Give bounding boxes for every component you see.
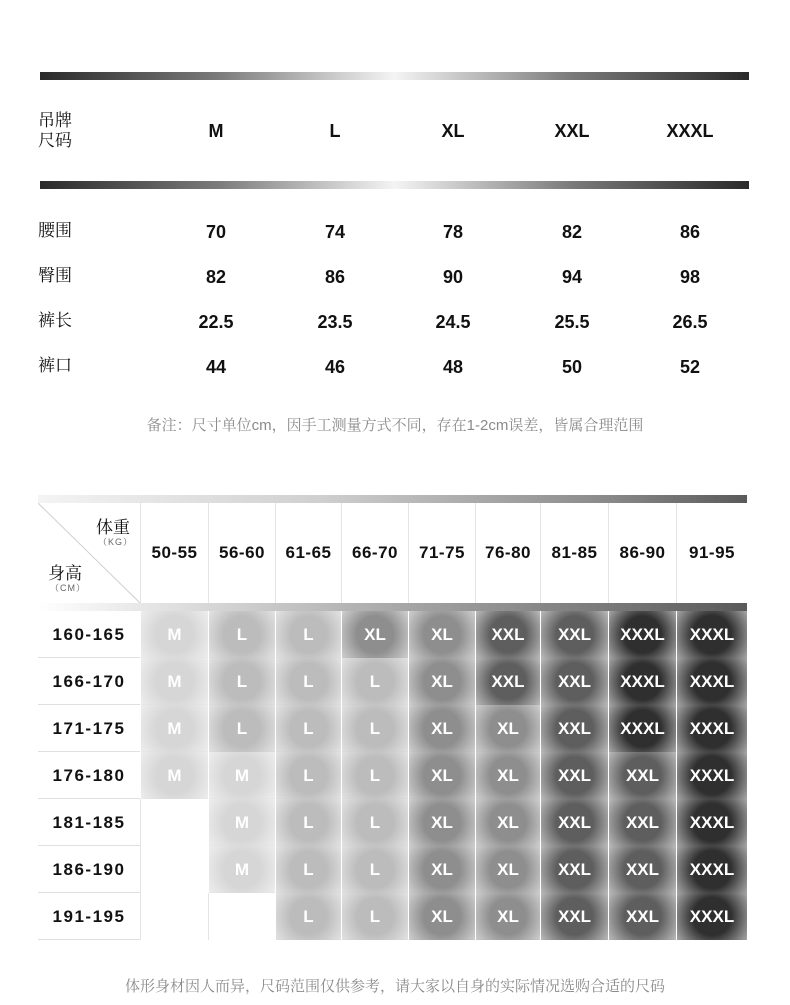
height-range-label: 181-185 (52, 813, 126, 832)
size-cell: XXL (540, 705, 608, 752)
footer-disclaimer: 体形身材因人而异，尺码范围仅供参考，请大家以自身的实际情况选购合适的尺码 (124, 978, 665, 995)
weight-col: 86-90 (608, 503, 676, 603)
measure-label: 裤口 (38, 356, 72, 375)
measure-value: 50 (561, 357, 583, 377)
size-cell: L (208, 705, 275, 752)
measure-value: 78 (442, 222, 464, 242)
measure-label: 裤长 (38, 311, 72, 330)
size-cell: XL (408, 705, 475, 752)
height-range-label: 191-195 (52, 907, 126, 926)
size-cell: L (275, 846, 341, 893)
measure-value: 44 (205, 357, 227, 377)
size-cell: M (208, 752, 275, 799)
size-cell: L (341, 658, 408, 705)
height-row (38, 611, 747, 658)
size-header-xxl: XXL (554, 121, 590, 141)
size-cell: XXL (540, 799, 608, 846)
size-cell: XL (408, 611, 475, 658)
size-cell: L (208, 611, 275, 658)
size-cell: M (140, 752, 208, 799)
measure-label: 腰围 (38, 221, 72, 240)
size-cell: XXL (540, 752, 608, 799)
height-row (38, 658, 747, 705)
size-cell: XXXL (676, 611, 747, 658)
height-range-label: 171-175 (52, 719, 126, 738)
size-cell: L (275, 752, 341, 799)
size-cell: XXXL (676, 846, 747, 893)
size-cell: XL (341, 611, 408, 658)
height-row (38, 799, 747, 846)
size-cell: XXL (608, 846, 676, 893)
height-row (38, 846, 747, 893)
size-cell: M (140, 705, 208, 752)
size-cell: XXXL (676, 658, 747, 705)
size-cell: XL (475, 893, 540, 940)
measure-value: 86 (679, 222, 701, 242)
size-cell: XXL (475, 611, 540, 658)
size-cell: XXXL (676, 799, 747, 846)
size-cell: XL (408, 846, 475, 893)
height-row (38, 893, 747, 940)
size-cell (140, 846, 208, 893)
measure-label: 臀围 (38, 266, 72, 285)
size-cell: M (140, 658, 208, 705)
height-range-label: 186-190 (52, 860, 126, 879)
height-unit: （CM） (50, 583, 86, 593)
height-label: 身高 (48, 564, 82, 583)
weight-label: 体重 (96, 518, 130, 537)
measure-value: 26.5 (672, 312, 708, 332)
size-cell: XXL (608, 893, 676, 940)
size-cell: XXXL (676, 752, 747, 799)
size-cell: XL (475, 799, 540, 846)
size-cell: L (275, 611, 341, 658)
size-cell: XXL (540, 611, 608, 658)
size-cell: L (275, 705, 341, 752)
height-row (38, 705, 747, 752)
measure-value: 74 (324, 222, 346, 242)
size-cell: XL (408, 752, 475, 799)
size-cell: XXXL (608, 611, 676, 658)
size-cell: M (140, 611, 208, 658)
size-header-xl: XL (441, 121, 465, 141)
tag-size-label (38, 111, 72, 151)
weight-col: 61-65 (275, 503, 341, 603)
measure-value: 70 (205, 222, 227, 242)
size-header-xxxl: XXXL (666, 121, 714, 141)
header-bottom-bar (40, 181, 749, 189)
tag-size-label-line2: 尺码 (38, 131, 72, 150)
size-cell: L (275, 893, 341, 940)
measure-value: 94 (561, 267, 583, 287)
height-range-label: 160-165 (52, 625, 126, 644)
size-cell: XXL (540, 658, 608, 705)
height-range-label: 176-180 (52, 766, 126, 785)
measure-value: 24.5 (435, 312, 471, 332)
size-header-row (0, 111, 790, 151)
size-header-l: L (329, 121, 341, 141)
size-cell: XXL (475, 658, 540, 705)
size-cell: L (208, 658, 275, 705)
size-cell (208, 893, 275, 940)
measure-value: 82 (561, 222, 583, 242)
size-cell: XXL (608, 752, 676, 799)
size-cell: M (208, 799, 275, 846)
measure-row-waist (0, 212, 790, 252)
measure-value: 98 (679, 267, 701, 287)
size-cell: XXL (540, 846, 608, 893)
weight-col: 66-70 (341, 503, 408, 603)
weight-col: 91-95 (676, 503, 747, 603)
measure-value: 22.5 (198, 312, 234, 332)
recommend-header (38, 503, 747, 603)
size-cell: XXXL (608, 705, 676, 752)
size-cell: XXXL (608, 658, 676, 705)
height-range-label: 166-170 (52, 672, 126, 691)
weight-unit: （KG） (98, 537, 134, 547)
size-cell: L (341, 752, 408, 799)
weight-col: 81-85 (540, 503, 608, 603)
weight-col: 71-75 (408, 503, 475, 603)
size-cell: XL (475, 846, 540, 893)
size-cell: XL (408, 893, 475, 940)
weight-col: 76-80 (475, 503, 540, 603)
size-cell: XL (408, 799, 475, 846)
diagonal-header-cell (38, 503, 140, 603)
size-header-m: M (208, 121, 224, 141)
size-cell: L (275, 799, 341, 846)
size-cell (140, 893, 208, 940)
recommend-header-bar (38, 603, 747, 611)
size-cell: L (341, 705, 408, 752)
size-cell: L (275, 658, 341, 705)
height-row (38, 752, 747, 799)
size-cell: XXL (540, 893, 608, 940)
size-cell: L (341, 799, 408, 846)
size-cell (140, 799, 208, 846)
measure-value: 82 (205, 267, 227, 287)
size-cell: XXXL (676, 893, 747, 940)
size-cell: XL (475, 752, 540, 799)
measure-value: 23.5 (317, 312, 353, 332)
size-cell: L (341, 846, 408, 893)
weight-col: 50-55 (140, 503, 208, 603)
measure-value: 90 (442, 267, 464, 287)
size-cell: XXL (608, 799, 676, 846)
size-cell: XL (475, 705, 540, 752)
measure-value: 48 (442, 357, 464, 377)
size-cell: M (208, 846, 275, 893)
measure-row-leg-opening (0, 347, 790, 387)
weight-col: 56-60 (208, 503, 275, 603)
size-cell: L (341, 893, 408, 940)
measure-row-length (0, 302, 790, 342)
measurement-note: 备注：尺寸单位cm，因手工测量方式不同，存在1-2cm误差，皆属合理范围 (146, 417, 644, 434)
size-cell: XXXL (676, 705, 747, 752)
measure-value: 25.5 (554, 312, 590, 332)
measure-value: 46 (324, 357, 346, 377)
measure-row-hip (0, 257, 790, 297)
measure-value: 86 (324, 267, 346, 287)
measure-value: 52 (679, 357, 701, 377)
tag-size-label-line1: 吊牌 (38, 111, 72, 130)
recommend-top-bar (38, 495, 747, 503)
header-top-bar (40, 72, 749, 80)
size-cell: XL (408, 658, 475, 705)
